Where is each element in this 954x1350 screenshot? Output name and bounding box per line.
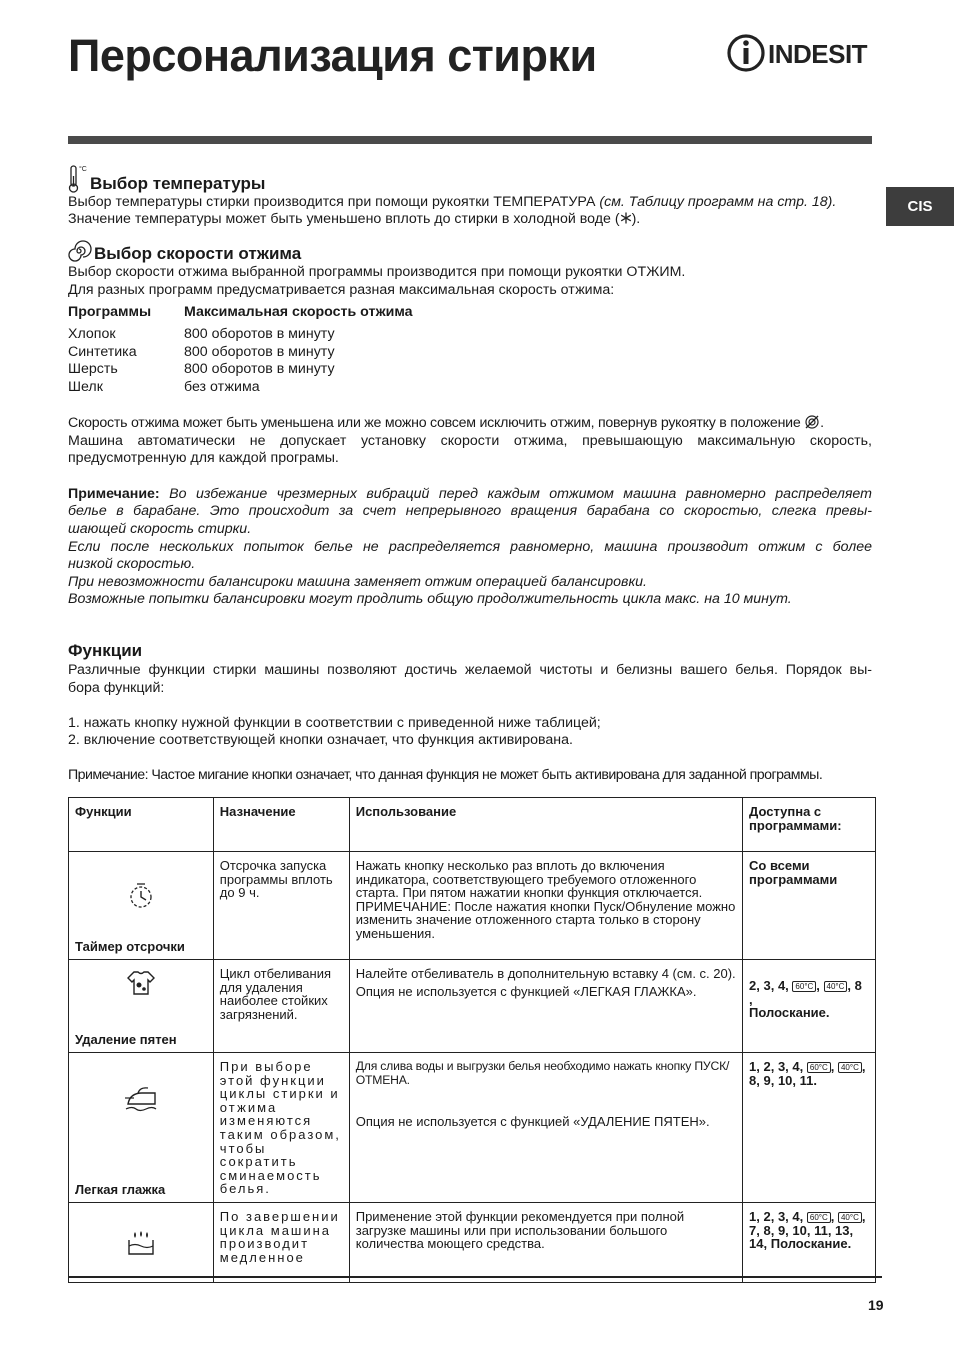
available-text: 2, 3, 4, xyxy=(749,978,789,993)
function-cell xyxy=(69,1053,214,1203)
spin-col-max: Максимальная скорость отжима xyxy=(184,304,413,320)
temperature-text-2a: Значение температуры может быть уменьшено вплоть до стирки в холодной воде ( xyxy=(68,211,620,227)
functions-table-clip xyxy=(68,797,876,1265)
available-cell: Со всеми программами xyxy=(743,852,876,960)
usage-note: ПРИМЕЧАНИЕ: После нажатия кнопки Пуск/Обнуление можно изменить значение отложенного старта только в сторону уменьшения. xyxy=(355,898,736,941)
available-cell: 1, 2, 3, 4, 60°C , 40°C , 7, 8, 9, 10, 11, 13, 14, Полоскание. xyxy=(743,1202,876,1282)
function-cell xyxy=(69,960,214,1053)
spin-text-2: Для разных программ предусматривается разная максимальная скорость отжима: xyxy=(68,282,615,298)
functions-intro-2: бора функций: xyxy=(68,680,165,696)
temperature-heading: Выбор температуры xyxy=(90,174,266,193)
available-cell: 1, 2, 3, 4, 60°C , 40°C , 8, 9, 10, 11. xyxy=(743,1053,876,1203)
usage-cell xyxy=(349,852,742,960)
function-name: Таймер отсрочки xyxy=(75,939,185,955)
purpose-cell: По завершении цикла машина производит медленное xyxy=(213,1202,349,1282)
note-line-3 xyxy=(68,521,251,539)
functions-intro-1: Различные функции стирки машины позволяют достичь желаемой чистоты и белизны вашего белья. Порядок вы- xyxy=(68,662,872,678)
extra-rinse-icon xyxy=(75,1228,207,1259)
table-row xyxy=(69,852,876,960)
available-text: Полоскание. xyxy=(749,1005,830,1021)
spin-program: Шелк xyxy=(68,379,103,395)
note-line-6 xyxy=(68,574,647,592)
function-cell xyxy=(69,1202,214,1282)
available-text: 14, xyxy=(749,1236,768,1252)
language-tab: CIS xyxy=(886,187,954,226)
brand-text: INDESIT xyxy=(768,39,868,69)
spin-speed: 800 оборотов в минуту xyxy=(184,344,335,360)
function-name: Легкая глажка xyxy=(75,1182,166,1198)
no-spin-icon xyxy=(804,414,820,433)
page-title: Персонализация стирки xyxy=(68,30,597,81)
col-usage-header: Использование xyxy=(349,798,742,852)
spin-col-programs: Программы xyxy=(68,304,152,320)
note-text: шающей скорость стирки. xyxy=(68,521,252,537)
usage-text: Налейте отбеливатель в дополнительную вставку 4 (см. с. 20). xyxy=(355,966,736,981)
spin-speed: 800 оборотов в минуту xyxy=(184,361,335,377)
temperature-text-1b: (см. Таблицу программ на стр. 18). xyxy=(599,194,837,210)
temperature-text-1 xyxy=(68,194,878,212)
note-text: Возможные попытки балансировки могут продлить общую продолжительность цикла макс. на 10 минут. xyxy=(68,591,792,607)
spin-program: Синтетика xyxy=(68,344,137,360)
available-text: 1, 2, 3, 4, xyxy=(749,1059,804,1074)
spin-icon xyxy=(68,240,90,267)
col-purpose-header: Назначение xyxy=(213,798,349,852)
spin-text-1: Выбор скорости отжима выбранной программы производится при помощи рукоятки ОТЖИМ. xyxy=(68,264,686,280)
available-text: 7, 8, 9, 10, 11, 13, xyxy=(749,1222,854,1238)
functions-step-2: 2. включение соответствующей кнопки означает, что функция активирована. xyxy=(68,732,573,748)
note-line-7 xyxy=(68,591,792,609)
snowflake-icon xyxy=(620,211,632,229)
spin-speed: без отжима xyxy=(184,379,260,395)
indesit-logo xyxy=(726,33,888,73)
spin-reduce-1-end: . xyxy=(820,415,824,431)
usage-text: Применение этой функции рекомендуется при полной загрузке машины или при использовании большого количества моющего средства. xyxy=(355,1208,685,1252)
function-cell xyxy=(69,852,214,960)
footer-divider xyxy=(68,1276,882,1278)
usage-text: Для слива воды и выгрузки белья необходимо нажать кнопку ПУСК/ОТМЕНА. xyxy=(355,1059,730,1087)
stain-removal-icon xyxy=(75,969,207,1000)
wash-40-badge: 40°C xyxy=(824,981,848,992)
table-row xyxy=(69,1202,876,1282)
spin-reduce-3: предусмотренную для каждой програмы. xyxy=(68,450,339,466)
col-functions-header: Функции xyxy=(69,798,214,852)
temperature-text-2 xyxy=(68,211,640,229)
note-line-1 xyxy=(68,486,872,504)
usage-cell xyxy=(349,960,742,1053)
note-line-5 xyxy=(68,556,195,574)
available-text: 1, 2, 3, 4, xyxy=(749,1208,804,1224)
spin-reduce-1-text: Скорость отжима может быть уменьшена или же можно совсем исключить отжим, повернув рукоятку в положение xyxy=(68,415,801,431)
spin-speed: 800 оборотов в минуту xyxy=(184,326,335,342)
temperature-text-2b: ). xyxy=(631,211,641,227)
purpose-cell: Отсрочка запуска программы вплоть до 9 ч. xyxy=(213,852,349,960)
usage-note: Опция не используется с функцией «УДАЛЕНИЕ ПЯТЕН». xyxy=(355,1114,710,1130)
usage-note: Опция не используется с функцией «ЛЕГКАЯ ГЛАЖКА». xyxy=(355,983,697,999)
page-number: 19 xyxy=(868,1297,884,1313)
spin-heading: Выбор скорости отжима xyxy=(94,244,302,263)
delay-timer-icon xyxy=(75,881,207,914)
table-header-row xyxy=(69,798,876,852)
note-text: белье в барабане. Это происходит за счет непрерывного вращения барабана со скоростью, слегка превы- xyxy=(68,503,872,519)
functions-step-1: 1. нажать кнопку нужной функции в соответствии с приведенной ниже таблицей; xyxy=(68,715,601,731)
functions-note: Примечание: Частое мигание кнопки означает, что данная функция не может быть активирована для заданной программы. xyxy=(68,767,823,783)
available-text: 8, 9, 10, 11. xyxy=(749,1072,817,1088)
note-line-4 xyxy=(68,539,872,557)
function-name: Удаление пятен xyxy=(75,1032,177,1048)
purpose-cell: Цикл отбеливания для удаления наиболее стойких загрязнений. xyxy=(213,960,349,1053)
easy-iron-icon xyxy=(75,1084,207,1115)
temperature-text-1a: Выбор температуры стирки производится при помощи рукоятки ТЕМПЕРАТУРА xyxy=(68,194,596,210)
available-text: , 8 , xyxy=(749,978,862,1007)
col-available-header: Доступна с программами: xyxy=(743,798,876,852)
wash-40-badge: 40°C xyxy=(838,1062,862,1073)
wash-40-badge: 40°C xyxy=(838,1212,862,1223)
table-row xyxy=(69,960,876,1053)
usage-cell xyxy=(349,1053,742,1203)
note-text: При невозможности балансироки машина заменяет отжим операцией балансировки. xyxy=(68,574,647,590)
functions-table xyxy=(68,797,876,1283)
usage-text: Нажать кнопку несколько раз вплоть до включения индикатора, соответствующего требуемого отложенного старта. При пятом нажатии кнопки функция отключается. xyxy=(355,858,703,901)
spin-reduce-2: Машина автоматически не допускает установку скорости отжима, превышающую максимальную скорость, xyxy=(68,433,872,449)
purpose-cell: При выборе этой функции циклы стирки и отжима изменяются таким образом, чтобы сократить сминаемость белья. xyxy=(213,1053,349,1203)
spin-reduce-1 xyxy=(68,414,874,433)
wash-60-badge: 60°C xyxy=(792,981,816,992)
spin-program: Шерсть xyxy=(68,361,118,377)
wash-60-badge: 60°C xyxy=(807,1212,831,1223)
note-text: Если после нескольких попыток белье не распределяется равномерно, машина производит отжим с более xyxy=(68,539,872,555)
usage-cell xyxy=(349,1202,742,1282)
note-line-2 xyxy=(68,503,872,521)
available-cell: 2, 3, 4, 60°C , 40°C , 8 , Полоскание. xyxy=(743,960,876,1053)
functions-heading: Функции xyxy=(68,641,143,660)
note-text: низкой скоростью. xyxy=(68,556,196,572)
note-label: Примечание: xyxy=(68,486,160,502)
spin-program: Хлопок xyxy=(68,326,116,342)
wash-60-badge: 60°C xyxy=(807,1062,831,1073)
table-row xyxy=(69,1053,876,1203)
note-text: Во избежание чрезмерных вибраций перед каждым отжимом машина равномерно распределяет xyxy=(169,486,872,502)
available-text: Полоскание. xyxy=(770,1236,852,1252)
celsius-mark: °C xyxy=(79,166,87,173)
header-divider xyxy=(68,136,872,144)
